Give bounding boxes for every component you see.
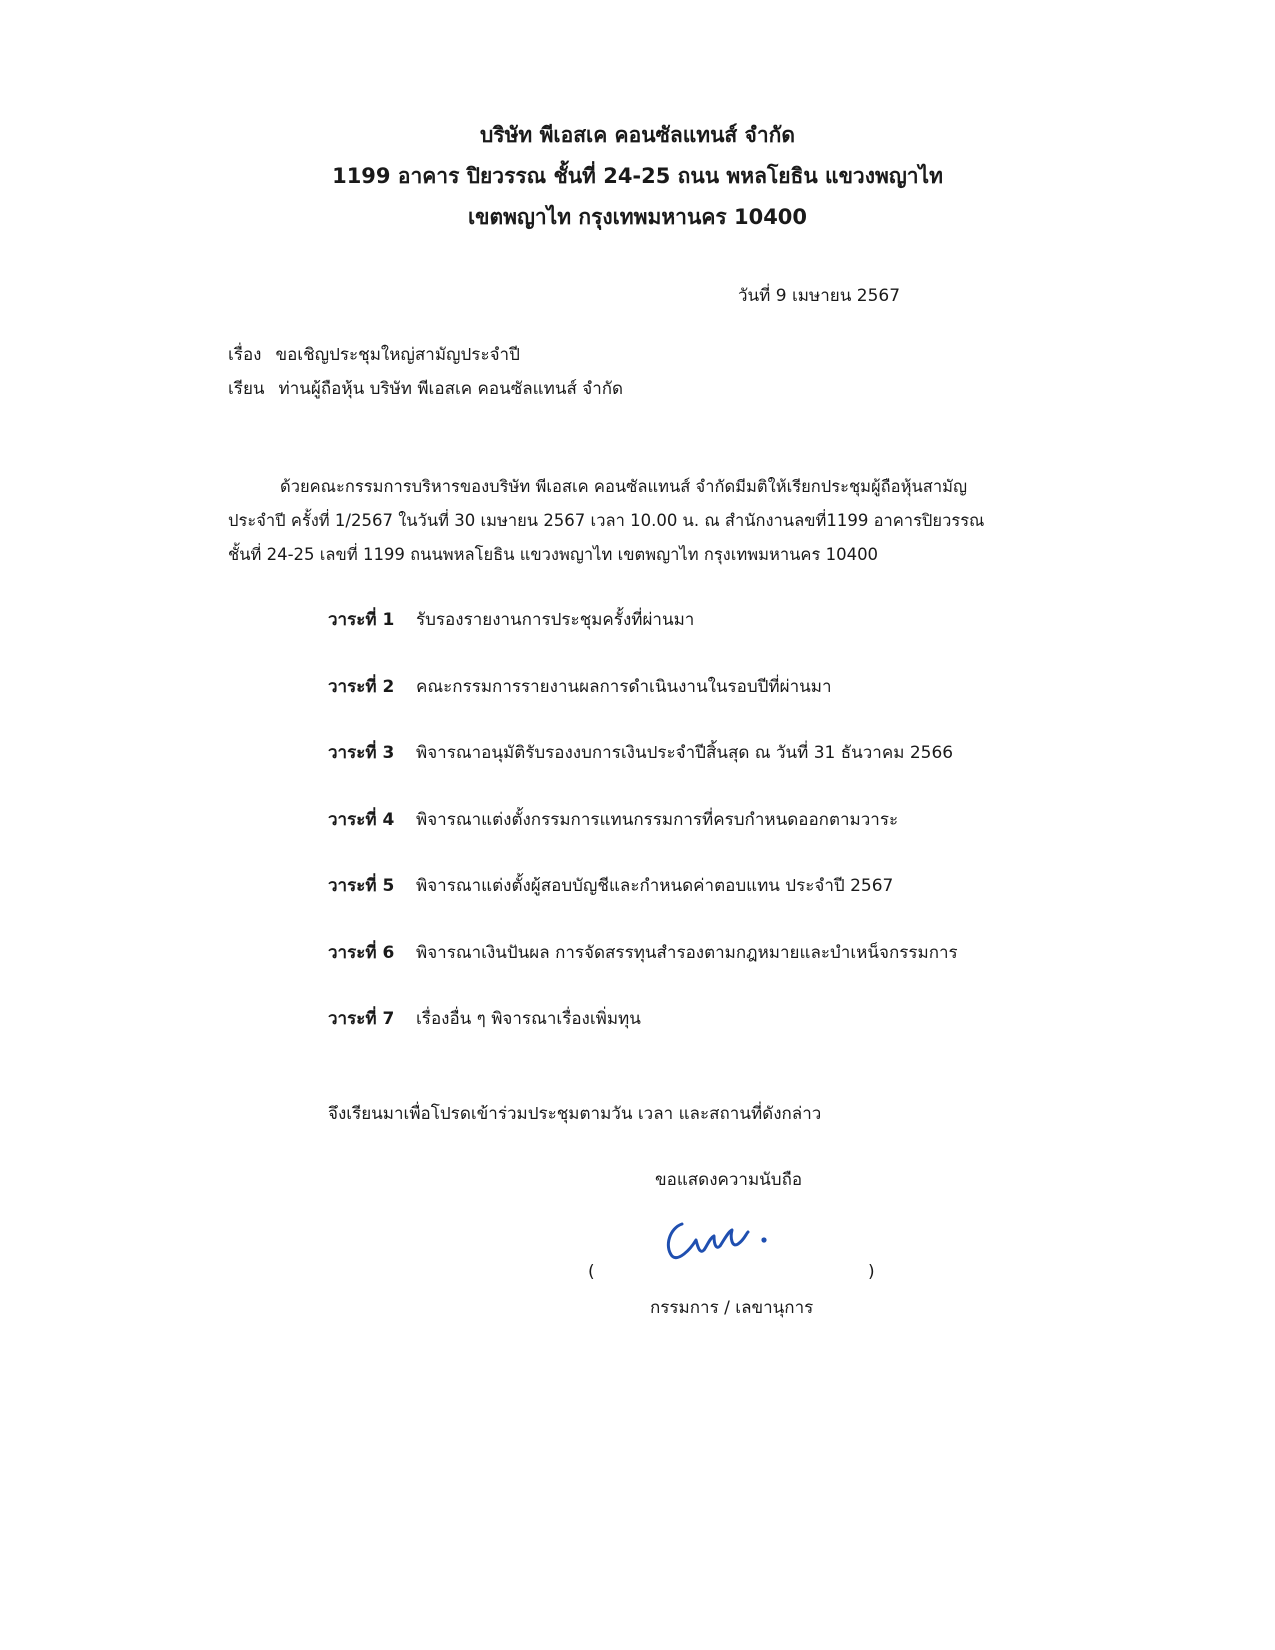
agenda-number: วาระที่ 2 — [328, 677, 395, 697]
agenda-text: พิจารณาเงินปันผล การจัดสรรทุนสำรองตามกฎหมายและบำเหน็จกรรมการ — [416, 943, 958, 963]
agenda-item-5 — [328, 872, 893, 899]
agenda-text: รับรองรายงานการประชุมครั้งที่ผ่านมา — [416, 610, 695, 630]
body-line-3: ชั้นที่ 24-25 เลขที่ 1199 ถนนพหลโยธิน แขวงพญาไท เขตพญาไท กรุงเทพมหานคร 10400 — [228, 545, 879, 564]
agenda-number: วาระที่ 7 — [328, 1009, 395, 1029]
recipient-line — [228, 375, 623, 402]
letterhead — [0, 115, 1275, 238]
closing-sentence: จึงเรียนมาเพื่อโปรดเข้าร่วมประชุมตามวัน เวลา และสถานที่ดังกล่าว — [328, 1104, 822, 1124]
body-line-2: ประจำปี ครั้งที่ 1/2567 ในวันที่ 30 เมษายน 2567 เวลา 10.00 น. ณ สำนักงานลขที่1199 อาคารปิยวรรณ — [228, 511, 985, 530]
letter-date: วันที่ 9 เมษายน 2567 — [738, 286, 901, 306]
body-paragraph — [228, 470, 1060, 572]
agenda-item-1 — [328, 606, 694, 633]
agenda-text: พิจารณาอนุมัติรับรองงบการเงินประจำปีสิ้นสุด ณ วันที่ 31 ธันวาคม 2566 — [416, 743, 954, 763]
company-name: บริษัท พีเอสเค คอนซัลแทนส์ จำกัด — [479, 123, 796, 147]
subject-line — [228, 341, 520, 368]
signature-open-paren: ( — [588, 1262, 595, 1282]
agenda-item-2 — [328, 673, 832, 700]
agenda-item-7 — [328, 1005, 641, 1032]
subject-label: เรื่อง — [228, 345, 262, 365]
agenda-number: วาระที่ 6 — [328, 943, 395, 963]
subject-text: ขอเชิญประชุมใหญ่สามัญประจำปี — [275, 345, 520, 365]
agenda-number: วาระที่ 4 — [328, 810, 395, 830]
agenda-text: พิจารณาแต่งตั้งผู้สอบบัญชีและกำหนดค่าตอบแทน ประจำปี 2567 — [416, 876, 894, 896]
signature-icon — [660, 1210, 790, 1270]
regards-text: ขอแสดงความนับถือ — [655, 1170, 803, 1190]
agenda-number: วาระที่ 1 — [328, 610, 395, 630]
agenda-number: วาระที่ 5 — [328, 876, 395, 896]
agenda-item-3 — [328, 739, 953, 766]
agenda-item-4 — [328, 806, 898, 833]
address-line-1: 1199 อาคาร ปิยวรรณ ชั้นที่ 24-25 ถนน พหลโยธิน แขวงพญาไท — [332, 164, 943, 188]
agenda-text: คณะกรรมการรายงานผลการดำเนินงานในรอบปีที่ผ่านมา — [416, 677, 832, 697]
body-line-1: ด้วยคณะกรรมการบริหารของบริษัท พีเอสเค คอนซัลแทนส์ จำกัดมีมติให้เรียกประชุมผู้ถือหุ้นสามัญ — [280, 477, 968, 496]
recipient-label: เรียน — [228, 379, 265, 399]
recipient-text: ท่านผู้ถือหุ้น บริษัท พีเอสเค คอนซัลแทนส์ จำกัด — [278, 379, 624, 399]
agenda-number: วาระที่ 3 — [328, 743, 395, 763]
address-line-2: เขตพญาไท กรุงเทพมหานคร 10400 — [467, 205, 808, 229]
signature-close-paren: ) — [868, 1262, 875, 1282]
agenda-item-6 — [328, 939, 958, 966]
signer-title: กรรมการ / เลขานุการ — [650, 1298, 814, 1318]
agenda-text: เรื่องอื่น ๆ พิจารณาเรื่องเพิ่มทุน — [416, 1009, 641, 1029]
agenda-text: พิจารณาแต่งตั้งกรรมการแทนกรรมการที่ครบกำหนดออกตามวาระ — [416, 810, 899, 830]
